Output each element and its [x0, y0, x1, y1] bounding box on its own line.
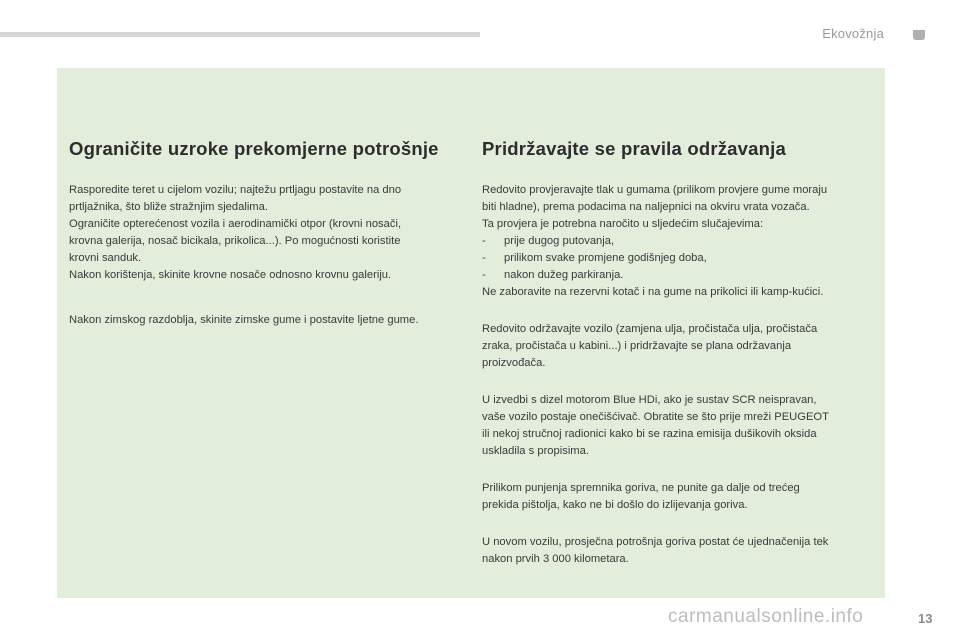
right-paragraph-1: Redovito provjeravajte tlak u gumama (prilikom provjere gume moraju biti hladne), prema podacima na naljepnici na okviru vrata vozača. Ta provjera je potrebna naročito u sljedećim slučajevima: - prije dugog putovanja, - prilikom svake promjene godišnjeg doba, - nakon dužeg parkiranja. Ne zaboravite na rezervni kotač i na gume na prikolici ili kamp-kućici. [482, 182, 874, 301]
left-paragraph-2: Nakon zimskog razdoblja, skinite zimske gume i postavite ljetne gume. [69, 314, 419, 326]
content-panel [57, 68, 885, 598]
right-column [482, 138, 874, 588]
right-paragraph-4: Prilikom punjenja spremnika goriva, ne punite ga dalje od trećeg prekida pištolja, kako ne bi došlo do izlijevanja goriva. [482, 482, 800, 511]
right-heading: Pridržavajte se pravila održavanja [482, 138, 786, 159]
corner-tab [913, 30, 925, 40]
section-title: Ekovožnja [822, 26, 884, 41]
list-item: - prije dugog putovanja, [482, 235, 615, 247]
header-rule [0, 32, 480, 37]
right-paragraph-3: U izvedbi s dizel motorom Blue HDi, ako je sustav SCR neispravan, vaše vozilo postaje onečišćivač. Obratite se što prije mreži PEUGEOT ili nekoj stručnoj radionici kako bi se razina emisija dušikovih oksida uskladila s propisima. [482, 394, 829, 457]
right-paragraph-5: U novom vozilu, prosječna potrošnja goriva postat će ujednačenija tek nakon prvih 3 000 kilometara. [482, 536, 829, 565]
page-number: 13 [918, 611, 933, 626]
watermark: carmanualsonline.info [668, 606, 864, 627]
list-item: - prilikom svake promjene godišnjeg doba, [482, 252, 707, 264]
right-paragraph-2: Redovito održavajte vozilo (zamjena ulja, pročistača ulja, pročistača zraka, pročistača u kabini...) i pridržavajte se plana održavanja proizvođača. [482, 323, 818, 369]
left-column [69, 138, 461, 349]
left-heading: Ograničite uzroke prekomjerne potrošnje [69, 138, 439, 159]
list-item: - nakon dužeg parkiranja. [482, 269, 624, 281]
left-paragraph-1: Rasporedite teret u cijelom vozilu; najtežu prtljagu postavite na dno prtljažnika, što bliže stražnjim sjedalima. Ograničite opterećenost vozila i aerodinamički otpor (krovni nosači, krovna galerija, nosač bicikala, prikolica...). Po mogućnosti koristite krovni sanduk. Nakon korištenja, skinite krovne nosače odnosno krovnu galeriju. [69, 184, 402, 281]
